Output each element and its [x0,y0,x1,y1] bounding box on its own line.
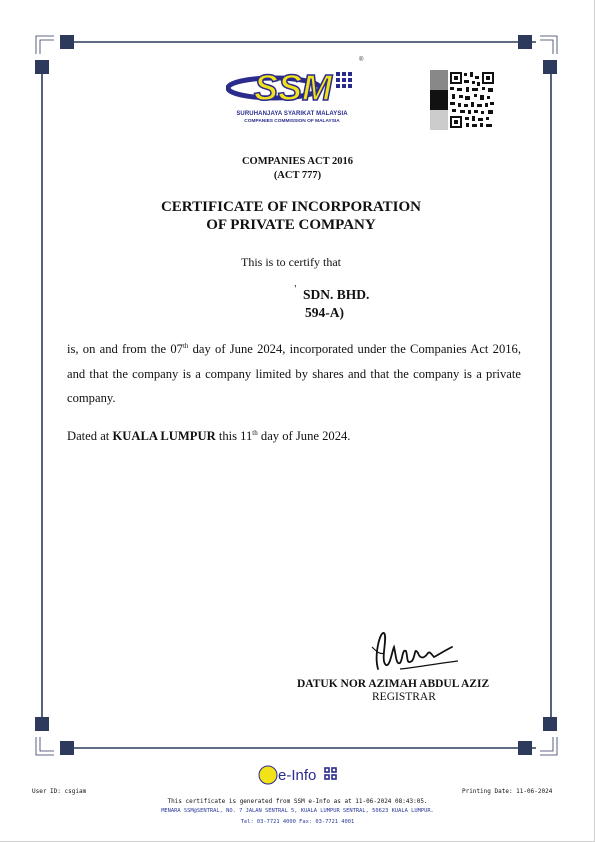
user-id: User ID: csgiam [32,788,87,795]
frame-corner-icon [35,717,74,755]
svg-text:SSM: SSM [254,67,333,108]
logo-subtitle-english: COMPANIES COMMISSION OF MALAYSIA [244,119,340,124]
printing-date: Printing Date: 11-06-2024 [462,788,553,795]
company-name-fragment: ' [294,284,297,295]
signature-icon [370,625,460,677]
certificate-subtitle: OF PRIVATE COMPANY [206,217,376,233]
company-number: 594-A) [305,305,344,320]
frame-corner-icon [518,717,557,755]
logo-subtitle-malay: SURUHANJAYA SYARIKAT MALAYSIA [236,111,348,117]
registrar-title: REGISTRAR [372,691,436,703]
certificate-title: CERTIFICATE OF INCORPORATION [160,199,422,215]
certify-statement: This is to certify that [241,255,341,269]
svg-text:e-Info: e-Info [278,767,317,784]
ssm-address: MENARA SSM@SENTRAL, NO. 7 JALAN SENTRAL 5, KUALA LUMPUR SENTRAL, 50623 KUALA LUMPUR. [161,808,434,814]
qr-code-icon [430,70,496,130]
act-number: (ACT 777) [273,170,322,181]
registered-mark: ® [359,57,364,63]
frame-corner-icon [518,35,557,74]
company-name: SDN. BHD. [303,287,370,302]
frame-corner-icon [35,35,74,74]
einfo-logo-icon [258,762,348,786]
incorporation-paragraph: is, on and from the 07th day of June 2024, incorporated under the Companies Act 2016, and that the company is a company limited by shares and that the company is a private company. [67,341,521,405]
act-title: COMPANIES ACT 2016 [241,156,354,167]
dated-line: Dated at KUALA LUMPUR this 11th day of June 2024. [67,428,351,443]
generated-notice: This certificate is generated from SSM e-Info as at 11-06-2024 08:43:05. [167,798,428,805]
ssm-contact: Tel: 03-7721 4000 Fax: 03-7721 4001 [240,819,355,825]
dated-place: KUALA LUMPUR [112,429,216,443]
registrar-name: DATUK NOR AZIMAH ABDUL AZIZ [297,678,490,690]
